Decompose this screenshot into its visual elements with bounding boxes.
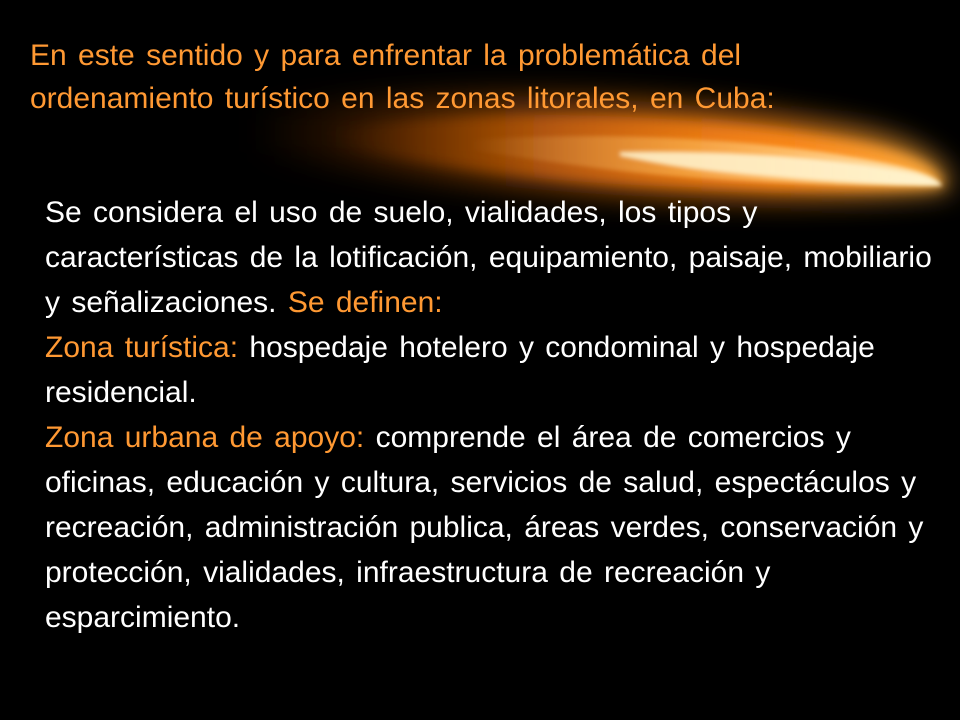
paragraph-uso-suelo-text: Se considera el uso de suelo, vialidades, los tipos y características de la lotificación, equipamiento, paisaje, mobiliario y señalizaciones.: [45, 196, 932, 319]
zona-urbana-text: comprende el área de comercios y oficinas, educación y cultura, servicios de salud, espectáculos y recreación, administración publica, áreas verdes, conservación y protección, vialidades, infraestructura de recreación y esparcimiento.: [45, 421, 924, 634]
paragraph-uso-suelo: [45, 190, 950, 325]
paragraph-zona-urbana: [45, 415, 950, 640]
zona-turistica-text: hospedaje hotelero y condominal y hospedaje residencial.: [45, 331, 875, 409]
slide-title: En este sentido y para enfrentar la problemática del ordenamiento turístico en las zonas litorales, en Cuba:: [30, 39, 775, 115]
paragraph-zona-turistica: [45, 325, 950, 415]
zona-urbana-label: Zona urbana de apoyo:: [45, 421, 365, 454]
slide-body: [45, 190, 950, 640]
se-definen-label: Se definen:: [287, 286, 443, 319]
zona-turistica-label: Zona turística:: [45, 331, 239, 364]
